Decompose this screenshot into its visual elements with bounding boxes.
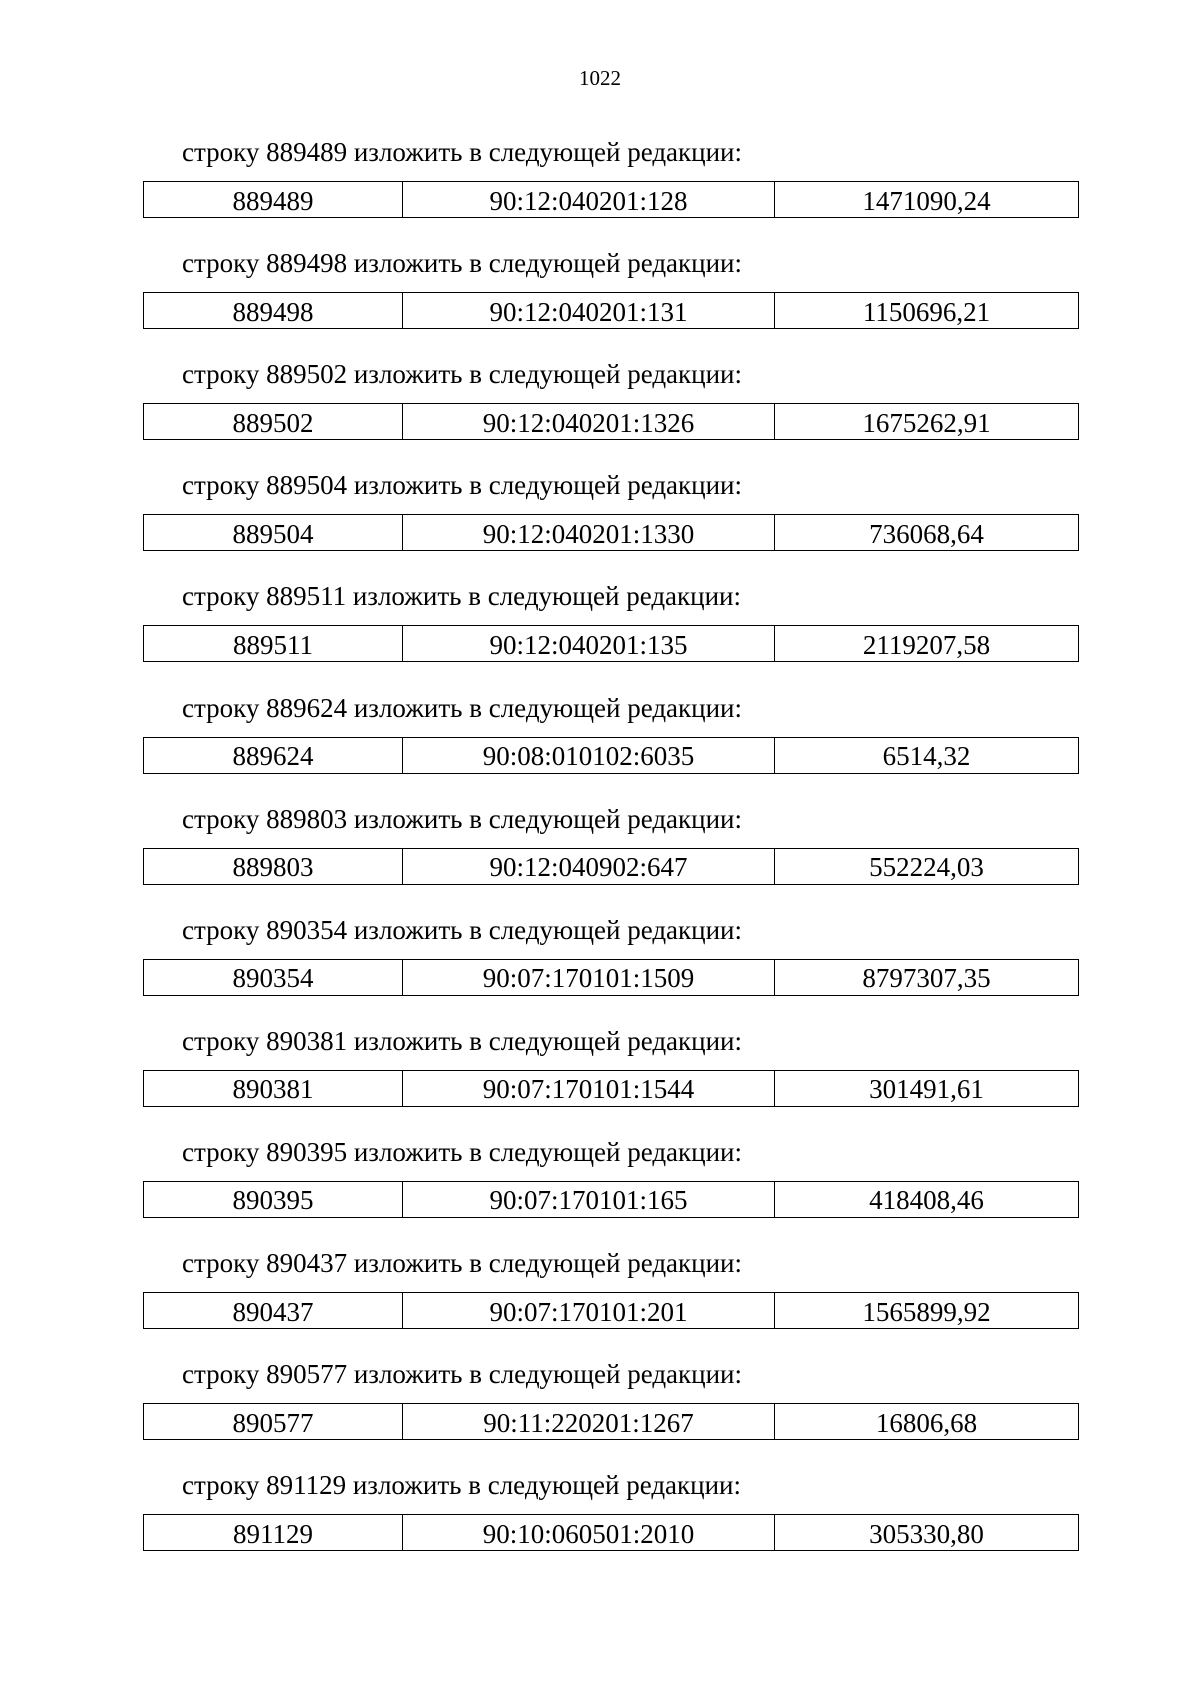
cadastral-value-cell: 2119207,58 bbox=[862, 629, 991, 660]
table-row bbox=[143, 1292, 1079, 1329]
amendment-entry bbox=[0, 469, 1200, 580]
row-number-cell: 889511 bbox=[144, 626, 403, 661]
row-number-cell: 890381 bbox=[144, 1071, 403, 1106]
table-row bbox=[143, 1514, 1079, 1551]
table-row bbox=[143, 514, 1079, 551]
cadastral-value-cell: 552224,03 bbox=[869, 852, 984, 883]
row-number-cell: 889498 bbox=[144, 293, 403, 328]
amendment-entry bbox=[0, 1025, 1200, 1136]
row-number-cell: 889504 bbox=[144, 515, 403, 550]
amendment-entry bbox=[0, 803, 1200, 914]
amendment-caption: строку 890354 изложить в следующей редакции: bbox=[182, 914, 743, 945]
amendment-caption: строку 889803 изложить в следующей редакции: bbox=[182, 803, 743, 834]
cadastral-value-cell: 1565899,92 bbox=[862, 1296, 991, 1327]
cadastral-number-cell: 90:08:010102:6035 bbox=[403, 738, 775, 773]
amendment-caption: строку 890437 изложить в следующей редакции: bbox=[182, 1248, 743, 1278]
amendment-caption: строку 889502 изложить в следующей редакции: bbox=[182, 359, 743, 390]
cadastral-value-cell: 1471090,24 bbox=[862, 185, 991, 216]
amendment-caption: строку 890577 изложить в следующей редакции: bbox=[182, 1359, 743, 1390]
table-row bbox=[143, 1070, 1079, 1107]
cadastral-number-cell: 90:07:170101:165 bbox=[403, 1182, 775, 1217]
cadastral-value-cell: 736068,64 bbox=[869, 518, 984, 549]
cadastral-value-cell: 1150696,21 bbox=[862, 296, 991, 327]
table-row bbox=[143, 959, 1079, 996]
cadastral-number-cell: 90:12:040201:1330 bbox=[403, 515, 775, 550]
amendment-entry bbox=[0, 914, 1200, 1025]
row-number-cell: 889502 bbox=[144, 404, 403, 439]
table-row bbox=[143, 848, 1079, 885]
cadastral-number-cell: 90:12:040201:131 bbox=[403, 293, 775, 328]
amendment-entry bbox=[0, 1136, 1200, 1247]
cadastral-value-cell: 6514,32 bbox=[882, 741, 971, 771]
table-row bbox=[143, 403, 1079, 440]
row-number-cell: 890577 bbox=[144, 1404, 403, 1439]
cadastral-value-cell: 1675262,91 bbox=[862, 407, 991, 438]
row-number-cell: 889489 bbox=[144, 182, 403, 217]
amendment-entry bbox=[0, 692, 1200, 803]
cadastral-number-cell: 90:07:170101:201 bbox=[403, 1293, 775, 1328]
cadastral-value-cell: 301491,61 bbox=[869, 1074, 984, 1105]
amendment-caption: строку 889624 изложить в следующей редакции: bbox=[182, 692, 743, 723]
cadastral-number-cell: 90:07:170101:1544 bbox=[403, 1071, 775, 1106]
amendment-entry bbox=[0, 1247, 1200, 1358]
cadastral-value-cell: 16806,68 bbox=[875, 1407, 978, 1438]
amendment-entry bbox=[0, 247, 1200, 358]
cadastral-number-cell: 90:12:040902:647 bbox=[403, 849, 775, 884]
cadastral-value-cell: 305330,80 bbox=[869, 1518, 984, 1549]
row-number-cell: 889624 bbox=[144, 738, 403, 773]
amendment-caption: строку 889504 изложить в следующей редакции: bbox=[182, 470, 743, 501]
amendment-entry bbox=[0, 358, 1200, 469]
amendment-entry bbox=[0, 1469, 1200, 1580]
amendment-caption: строку 889498 изложить в следующей редакции: bbox=[182, 248, 743, 279]
table-row bbox=[143, 625, 1079, 662]
row-number-cell: 889803 bbox=[144, 849, 403, 884]
amendment-caption: строку 890395 изложить в следующей редакции: bbox=[182, 1136, 743, 1167]
cadastral-value-cell: 418408,46 bbox=[869, 1185, 984, 1216]
row-number-cell: 890437 bbox=[144, 1293, 403, 1328]
table-row bbox=[143, 292, 1079, 329]
cadastral-number-cell: 90:12:040201:128 bbox=[403, 182, 775, 217]
cadastral-value-cell: 8797307,35 bbox=[862, 963, 991, 994]
cadastral-number-cell: 90:07:170101:1509 bbox=[403, 960, 775, 995]
row-number-cell: 890395 bbox=[144, 1182, 403, 1217]
amendment-entry bbox=[0, 1358, 1200, 1469]
table-row bbox=[143, 1181, 1079, 1218]
table-row bbox=[143, 1403, 1079, 1440]
amendment-caption: строку 890381 изложить в следующей редакции: bbox=[182, 1025, 743, 1056]
row-number-cell: 891129 bbox=[144, 1515, 403, 1550]
cadastral-number-cell: 90:12:040201:135 bbox=[403, 626, 775, 661]
cadastral-number-cell: 90:10:060501:2010 bbox=[403, 1515, 775, 1550]
amendment-caption: строку 889511 изложить в следующей редакции: bbox=[182, 581, 742, 612]
cadastral-number-cell: 90:12:040201:1326 bbox=[403, 404, 775, 439]
table-row bbox=[143, 181, 1079, 218]
table-row bbox=[143, 737, 1079, 774]
cadastral-number-cell: 90:11:220201:1267 bbox=[403, 1404, 775, 1439]
amendment-caption: строку 889489 изложить в следующей редакции: bbox=[182, 137, 743, 167]
page-number: 1022 bbox=[579, 66, 621, 90]
amendment-entry bbox=[0, 136, 1200, 247]
amendment-entry bbox=[0, 580, 1200, 691]
amendment-caption: строку 891129 изложить в следующей редакции: bbox=[182, 1470, 742, 1501]
row-number-cell: 890354 bbox=[144, 960, 403, 995]
